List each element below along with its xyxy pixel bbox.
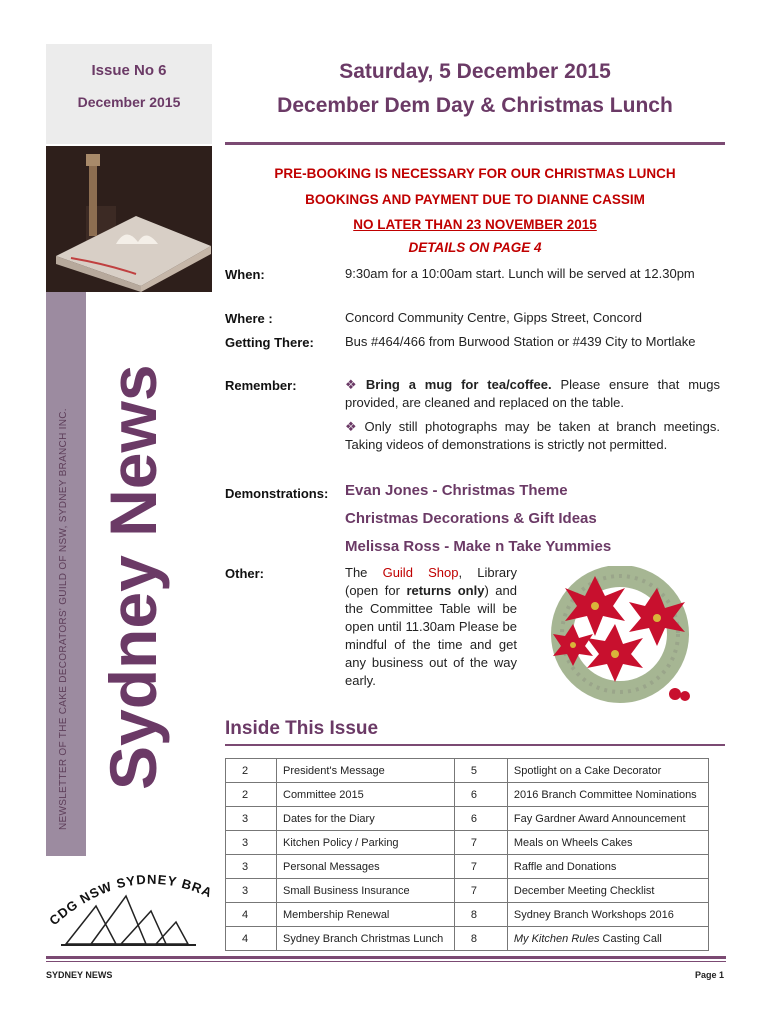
article-title-cell: Small Business Insurance	[277, 879, 455, 903]
issue-number: Issue No 6	[91, 62, 167, 79]
headline-date: Saturday, 5 December 2015	[339, 60, 611, 83]
article-title-cell: Sydney Branch Workshops 2016	[507, 903, 708, 927]
article-title-cell: Spotlight on a Cake Decorator	[507, 759, 708, 783]
article-title-cell: Personal Messages	[277, 855, 455, 879]
page-number-cell: 8	[454, 903, 507, 927]
article-title-cell: My Kitchen Rules Casting Call	[507, 927, 708, 951]
inside-divider	[225, 744, 725, 746]
contents-table	[225, 758, 709, 951]
getting-there-value: Bus #464/466 from Burwood Station or #439 City to Mortlake	[345, 334, 696, 349]
remember-bold: Bring a mug for tea/coffee.	[365, 377, 552, 392]
table-row	[226, 807, 709, 831]
demo-item-2: Christmas Decorations & Gift Ideas	[345, 510, 597, 527]
page-number-cell: 6	[454, 783, 507, 807]
returns-only: returns only	[406, 583, 485, 598]
page-number-cell: 7	[454, 831, 507, 855]
page-number-cell: 3	[226, 855, 277, 879]
table-row	[226, 879, 709, 903]
headline-event: December Dem Day & Christmas Lunch	[277, 94, 673, 117]
article-title-cell: Kitchen Policy / Parking	[277, 831, 455, 855]
diamond-bullet-icon: ❖	[345, 419, 361, 434]
page-number-cell: 6	[454, 807, 507, 831]
article-title-cell: 2016 Branch Committee Nominations	[507, 783, 708, 807]
page-number-cell: 8	[454, 927, 507, 951]
table-row	[226, 831, 709, 855]
table-row	[226, 783, 709, 807]
svg-text:CDG NSW SYDNEY BRANCH	[46, 866, 212, 928]
page-number-cell: 4	[226, 927, 277, 951]
demo-item-3: Melissa Ross - Make n Take Yummies	[345, 538, 612, 555]
table-row	[226, 903, 709, 927]
notice-line-3: NO LATER THAN 23 NOVEMBER 2015	[353, 217, 597, 232]
article-title-cell: Raffle and Donations	[507, 855, 708, 879]
footer-title: SYDNEY NEWS	[46, 970, 113, 980]
article-title-cell: December Meeting Checklist	[507, 879, 708, 903]
table-row	[226, 927, 709, 951]
page-number-cell: 3	[226, 807, 277, 831]
page-number-cell: 4	[226, 903, 277, 927]
cake-photo	[46, 146, 212, 292]
article-title-cell: Fay Gardner Award Announcement	[507, 807, 708, 831]
article-title-cell: Meals on Wheels Cakes	[507, 831, 708, 855]
logo-text: CDG NSW SYDNEY BR	[46, 871, 205, 929]
remember-photo-text: Only still photographs may be taken at branch meetings. Taking videos of demonstrations is strictly not permitted.	[345, 419, 720, 452]
notice-line-4: DETAILS ON PAGE 4	[408, 240, 542, 255]
remember-item-1	[345, 376, 720, 412]
poinsettia-wreath-image	[525, 566, 720, 711]
article-title-cell: Dates for the Diary	[277, 807, 455, 831]
page-number-cell: 3	[226, 879, 277, 903]
notice-line-1: PRE-BOOKING IS NECESSARY FOR OUR CHRISTMAS LUNCH	[274, 166, 676, 181]
when-label: When:	[225, 267, 265, 282]
remember-item-2	[345, 418, 720, 454]
other-value: The Guild Shop, Library (open for returns only) and the Committee Table will be open until 11.30am Please be mindful of the time and get any business out of the way early.	[345, 565, 517, 688]
show-title: My Kitchen Rules	[513, 932, 600, 945]
branch-logo	[46, 866, 212, 951]
page-number-cell: 7	[454, 855, 507, 879]
getting-there-label: Getting There:	[225, 335, 314, 350]
article-title-cell: Membership Renewal	[277, 903, 455, 927]
footer-divider	[46, 956, 726, 959]
inside-title: Inside This Issue	[225, 718, 379, 739]
article-title-cell: Committee 2015	[277, 783, 455, 807]
table-row	[226, 759, 709, 783]
page-number-cell: 7	[454, 879, 507, 903]
where-label: Where :	[225, 311, 273, 326]
notice-line-2: BOOKINGS AND PAYMENT DUE TO DIANNE CASSIM	[305, 192, 645, 207]
newsletter-brand: Sydney News	[96, 364, 170, 790]
page-number-cell: 2	[226, 759, 277, 783]
remember-label: Remember:	[225, 378, 297, 393]
diamond-bullet-icon: ❖	[345, 377, 362, 392]
other-label: Other:	[225, 566, 264, 581]
article-title-cell: Sydney Branch Christmas Lunch	[277, 927, 455, 951]
page-number-cell: 3	[226, 831, 277, 855]
demo-item-1: Evan Jones - Christmas Theme	[345, 482, 568, 499]
remember-rest: Please ensure that mugs provided, are cleaned and replaced on the table.	[345, 377, 720, 410]
guild-shop-link: Guild Shop	[382, 565, 459, 580]
footer-divider-thin	[46, 961, 726, 962]
demonstrations-label: Demonstrations:	[225, 486, 329, 501]
page-number-cell: 5	[454, 759, 507, 783]
page-number-cell: 2	[226, 783, 277, 807]
issue-month: December 2015	[77, 94, 181, 110]
when-value: 9:30am for a 10:00am start. Lunch will be served at 12.30pm	[345, 266, 695, 281]
newsletter-tagline: NEWSLETTER OF THE CAKE DECORATORS' GUILD OF NSW, SYDNEY BRANCH INC.	[58, 408, 69, 830]
page-number: Page 1	[694, 970, 724, 980]
where-value: Concord Community Centre, Gipps Street, Concord	[345, 310, 642, 325]
article-title-cell: President's Message	[277, 759, 455, 783]
table-row	[226, 855, 709, 879]
header-divider	[225, 142, 725, 145]
